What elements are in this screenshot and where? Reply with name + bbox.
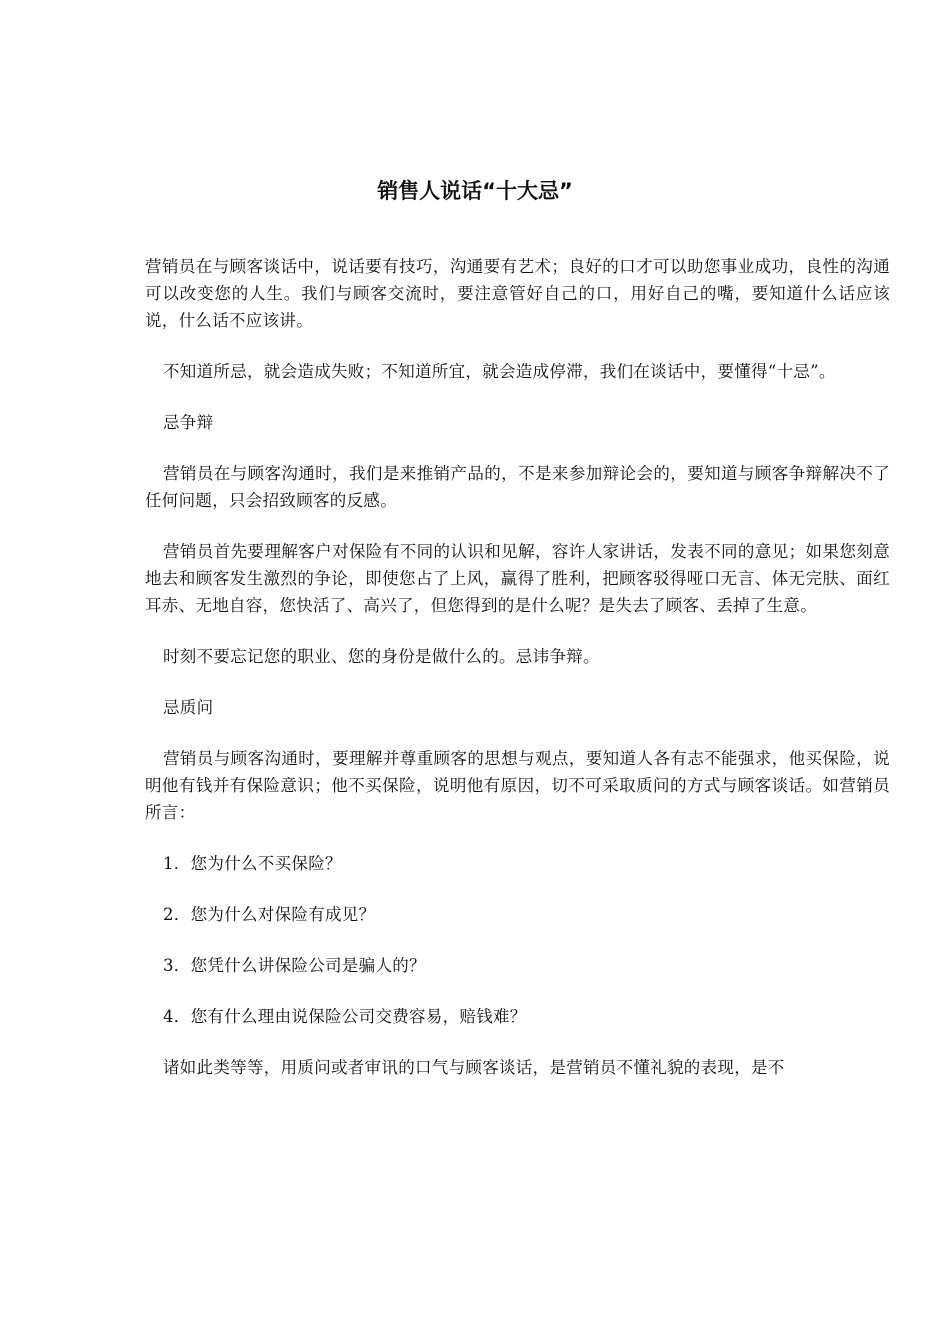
paragraph-argument-1: 营销员在与顾客沟通时，我们是来推销产品的，不是来参加辩论会的，要知道与顾客争辩解决不了任何问题，只会招致顾客的反感。	[145, 464, 890, 510]
document-title: 销售人说话“十大忌”	[377, 179, 573, 203]
paragraph-questioning-2: 诸如此类等等，用质问或者审讯的口气与顾客谈话，是营销员不懂礼貌的表现，是不	[163, 1058, 785, 1077]
paragraph-argument-3: 时刻不要忘记您的职业、您的身份是做什么的。忌讳争辩。	[163, 647, 600, 666]
list-item-question-3: 3．您凭什么讲保险公司是骗人的？	[163, 956, 426, 975]
list-item-question-2: 2．您为什么对保险有成见？	[163, 905, 376, 924]
list-item-question-1: 1．您为什么不买保险？	[163, 854, 342, 873]
paragraph-questioning-1: 营销员与顾客沟通时，要理解并尊重顾客的思想与观点，要知道人各有志不能强求，他买保险，说明他有钱并有保险意识；他不买保险，说明他有原因，切不可采取质问的方式与顾客谈话。如营销员所言：	[145, 749, 890, 822]
paragraph-intro: 营销员在与顾客谈话中，说话要有技巧，沟通要有艺术；良好的口才可以助您事业成功，良性的沟通可以改变您的人生。我们与顾客交流时，要注意管好自己的口，用好自己的嘴，要知道什么话应该说，什么话不应该讲。	[145, 257, 890, 330]
document-body	[145, 253, 890, 1105]
section-heading-argument: 忌争辩	[163, 413, 214, 432]
section-heading-questioning: 忌质问	[163, 698, 214, 717]
list-item-question-4: 4．您有什么理由说保险公司交费容易，赔钱难？	[163, 1007, 527, 1026]
paragraph-argument-2: 营销员首先要理解客户对保险有不同的认识和见解，容许人家讲话，发表不同的意见；如果您刻意地去和顾客发生激烈的争论，即使您占了上风，赢得了胜利，把顾客驳得哑口无言、体无完肤、面红耳赤、无地自容，您快活了、高兴了，但您得到的是什么呢？是失去了顾客、丢掉了生意。	[145, 542, 890, 615]
paragraph-ten-taboos: 不知道所忌，就会造成失败；不知道所宜，就会造成停滞，我们在谈话中，要懂得“十忌”。	[163, 362, 836, 381]
